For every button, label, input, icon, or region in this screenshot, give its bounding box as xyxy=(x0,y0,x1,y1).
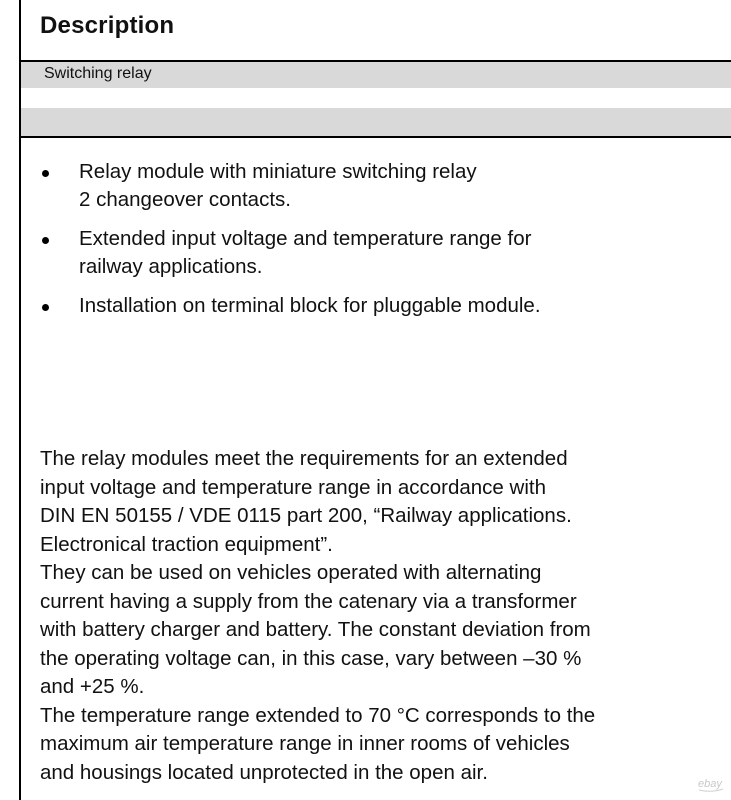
paragraph-line: input voltage and temperature range in accordance with xyxy=(40,475,546,499)
band-gap xyxy=(21,88,731,108)
paragraph-line: The relay modules meet the requirements for an extended xyxy=(40,447,568,470)
paragraph-line: and +25 %. xyxy=(40,675,145,698)
ebay-watermark-icon xyxy=(697,770,725,794)
page-title: Description xyxy=(40,12,175,39)
svg-text:ebay: ebay xyxy=(698,778,722,790)
paragraph-line: and housings located unprotected in the open air. xyxy=(40,760,488,784)
bullet-icon xyxy=(42,170,49,177)
paragraph-line: Electronical traction equipment”. xyxy=(40,532,333,556)
feature-list xyxy=(40,158,700,331)
paragraph-line: The temperature range extended to 70 °C corresponds to the xyxy=(40,703,596,727)
bullet-icon xyxy=(42,304,49,311)
paragraph-line: DIN EN 50155 / VDE 0115 part 200, “Railway applications. xyxy=(40,504,572,527)
list-item-text: Installation on terminal block for pluggable module. xyxy=(79,294,541,317)
list-item xyxy=(40,158,700,214)
empty-grey-band xyxy=(21,108,731,136)
paragraph-line: with battery charger and battery. The constant deviation from xyxy=(40,618,591,641)
list-item-text: Extended input voltage and temperature range for xyxy=(79,227,532,250)
paragraph-line: current having a supply from the catenary via a transformer xyxy=(40,589,577,613)
paragraph-line: the operating voltage can, in this case, vary between –30 % xyxy=(40,646,582,670)
list-item-text: railway applications. xyxy=(79,255,263,278)
paragraph-line: They can be used on vehicles operated with alternating xyxy=(40,561,542,584)
section-divider xyxy=(19,136,731,138)
list-item-text: Relay module with miniature switching relay xyxy=(79,160,477,183)
list-item xyxy=(40,225,700,281)
subtitle: Switching relay xyxy=(44,65,152,82)
list-item-text: 2 changeover contacts. xyxy=(79,188,291,211)
paragraph-line: maximum air temperature range in inner rooms of vehicles xyxy=(40,732,570,755)
description-paragraph xyxy=(40,445,720,787)
bullet-icon xyxy=(42,237,49,244)
list-item xyxy=(40,292,700,320)
